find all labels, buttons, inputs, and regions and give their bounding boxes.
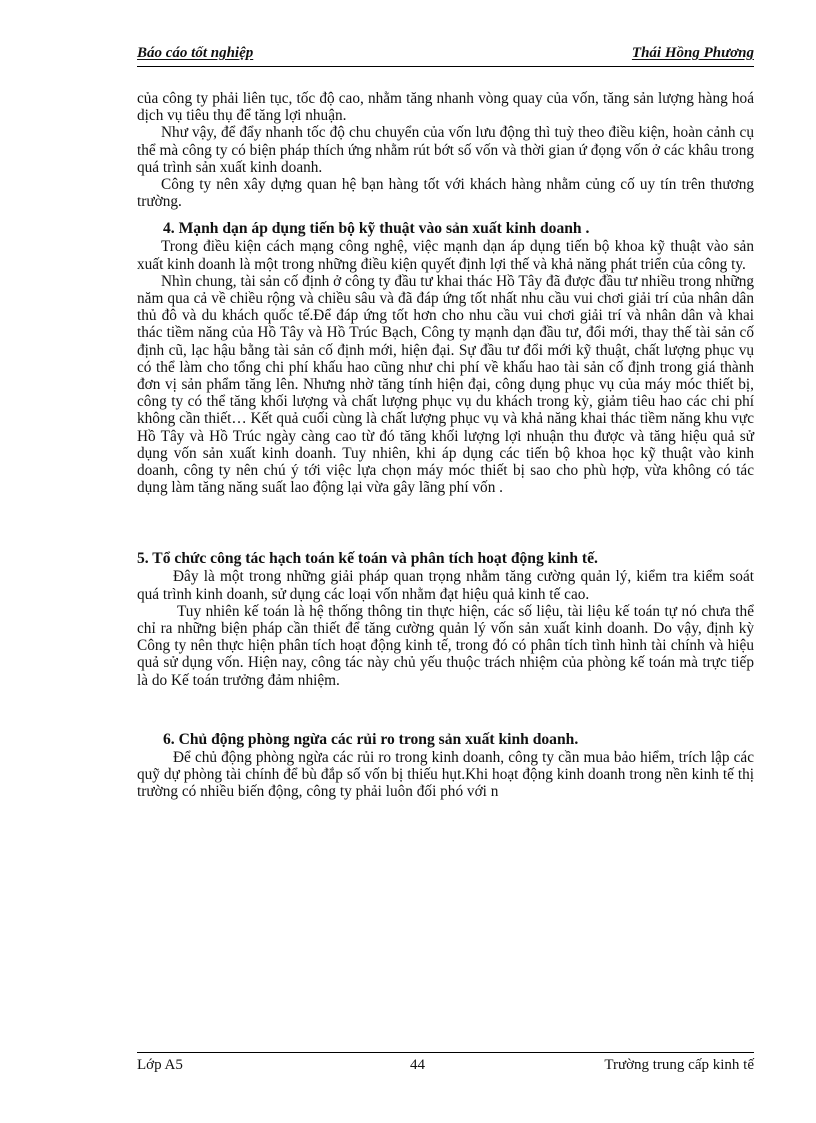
heading-section-4: 4. Mạnh dạn áp dụng tiến bộ kỹ thuật vào sản xuất kinh doanh . (163, 220, 590, 238)
footer-page-number: 44 (410, 1057, 425, 1073)
paragraph-fixed-assets: Nhìn chung, tài sản cố định ở công ty đầu tư khai thác Hồ Tây đã được đầu tư nhiều trong những năm qua cả về chiều rộng và chiều sâu và đã đáp ứng tốt nhất nhu cầu vui chơi giải trí của nhân dân thủ đô và du khách quốc tế.Để đáp ứng tốt hơn cho nhu cầu vui chơi giải trí và nhân dân và khai thác tiềm năng của Hồ Tây và Hồ Trúc Bạch, Công ty mạnh dạn đầu tư, đổi mới, thay thế tài sản cố định cũ, lạc hậu bằng tài sản cố định mới, hiện đại. Sự đầu tư đổi mới kỹ thuật, chất lượng phục vụ có thể làm cho tổng chi phí khấu hao cũng như chi phí về khấu hao tài sản cố định trong giá thành đơn vị sản phẩm tăng lên. Nhưng nhờ tăng tính hiện đại, công dụng phục vụ của máy móc thiết bị, công ty có thể tăng khối lượng và chất lượng phục vụ du khách trong kỳ, giảm tiêu hao các chi phí không cần thiết… Kết quả cuối cùng là chất lượng phục vụ và khả năng khai thác tiềm năng khu vực Hồ Tây và Hồ Trúc ngày càng cao từ đó tăng khối lượng lợi nhuận thu được và tăng hiệu quả sử dụng vốn sản xuất kinh doanh. Tuy nhiên, khi áp dụng các tiến bộ khoa học kỹ thuật vào kinh doanh, công ty nên chú ý tới việc lựa chọn máy móc thiết bị sao cho phù hợp, vừa không có tác dụng làm tăng năng suất lao động lại vừa gây lãng phí vốn . (137, 272, 754, 497)
paragraph-tech-conditions: Trong điều kiện cách mạng công nghệ, việc mạnh dạn áp dụng tiến bộ khoa kỹ thuật vào sản xuất kinh doanh là một trong những điều kiện quyết định lợi thế và khả năng phát triển của công ty. (137, 238, 754, 273)
paragraph-customer-relations: Công ty nên xây dựng quan hệ bạn hàng tốt với khách hàng nhằm củng cố uy tín trên thương trường. (137, 176, 754, 211)
document-body (137, 90, 754, 801)
header-report-title: Báo cáo tốt nghiệp (137, 45, 254, 61)
page-header (137, 44, 754, 67)
paragraph-accounting-analysis: Tuy nhiên kế toán là hệ thống thông tin thực hiện, các số liệu, tài liệu kế toán tự nó chưa thể chỉ ra những biện pháp cần thiết để tăng cường quản lý vốn sản xuất kinh doanh. Do vậy, định kỳ Công ty nên thực hiện phân tích hoạt động kinh tế, trong đó có phân tích tình hình tài chính và hiệu quả sử dụng vốn. Hiện nay, công tác này chủ yếu thuộc trách nhiệm của phòng kế toán mà trực tiếp là do Kế toán trưởng đảm nhiệm. (137, 602, 754, 689)
footer-school: Trường trung cấp kinh tế (604, 1057, 754, 1073)
heading-section-6: 6. Chủ động phòng ngừa các rủi ro trong sản xuất kinh doanh. (163, 730, 579, 748)
paragraph-working-capital: Như vậy, để đẩy nhanh tốc độ chu chuyển của vốn lưu động thì tuỳ theo điều kiện, hoàn cảnh cụ thể mà công ty có biện pháp thích ứng nhằm rút bớt số vốn và thời gian ứ đọng vốn ở các khâu trong quá trình sản xuất kinh doanh. (137, 124, 754, 176)
header-author-name: Thái Hồng Phương (631, 45, 754, 61)
heading-section-5: 5. Tổ chức công tác hạch toán kế toán và phân tích hoạt động kinh tế. (137, 550, 598, 568)
paragraph-accounting-solution: Đây là một trong những giải pháp quan trọng nhằm tăng cường quản lý, kiểm tra kiểm soát quá trình kinh doanh, sử dụng các loại vốn nhằm đạt hiệu quả kinh tế cao. (137, 568, 754, 603)
page-footer (137, 1052, 754, 1075)
footer-class: Lớp A5 (137, 1057, 183, 1073)
paragraph-continuation: của công ty phải liên tục, tốc độ cao, nhằm tăng nhanh vòng quay của vốn, tăng sản lượng hàng hoá dịch vụ tiêu thụ để tăng lợi nhuận. (137, 90, 754, 125)
paragraph-risk-prevention: Để chủ động phòng ngừa các rủi ro trong kinh doanh, công ty cần mua bảo hiểm, trích lập các quỹ dự phòng tài chính để bù đắp số vốn bị thiếu hụt.Khi hoạt động kinh doanh trong nền kinh tế thị trường có nhiều biến động, công ty phải luôn đối phó với n (137, 748, 754, 801)
